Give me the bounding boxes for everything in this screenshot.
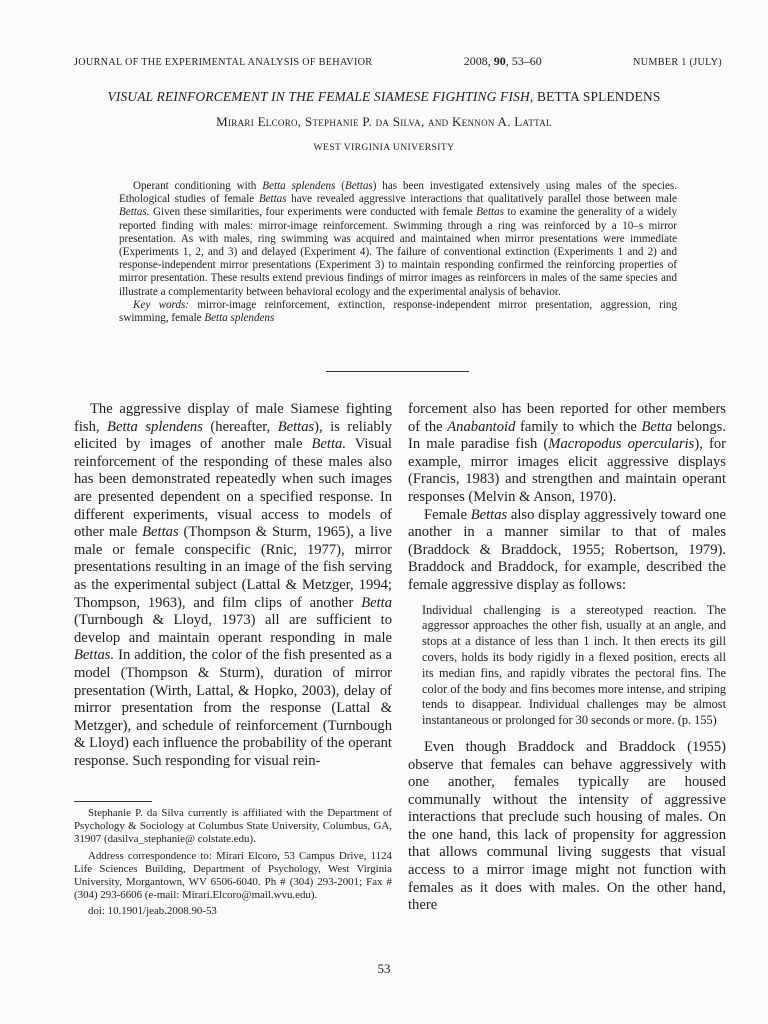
intro-paragraph-1-continued: forcement also has been reported for other members of the Anabantoid family to which the Betta belongs. In male paradise fish (Macropodus opercularis), for example, mirror images elicit aggressive displays (Francis, 1983) and strengthen and maintain operant responses (Melvin & Anson, 1970). [408,401,726,505]
section-divider [326,371,469,372]
abstract-text: Operant conditioning with Betta splendens (Bettas) has been investigated extensively using males of the species. Ethological studies of female Bettas have revealed aggressive interactions that qualitatively parallel those between male Bettas. Given these similarities, four experiments were conducted with female Bettas to examine the generality of a widely reported finding with males: mirror-image reinforcement. Swimming through a ring was reinforced by a 10–s mirror presentation. As with males, ring swimming was acquired and maintained when mirror presentations were immediate (Experiments 1, 2, and 3) and delayed (Experiment 4). The failure of conventional extinction (Experiments 1 and 2) and response-independent mirror presentations (Experiment 3) to maintain responding confirmed the reinforcing properties of mirror presentation. These results extend previous findings of mirror images as reinforcers in males of the same species and illustrate a complementarity between behavioral ecology and the experimental analysis of behavior. [119,180,677,298]
citation: 2008, 90, 53–60 [463,54,542,68]
footnote-correspondence: Address correspondence to: Mirari Elcoro, 53 Campus Drive, 1124 Life Sciences Building, Department of Psychology, West Virginia University, Morgantown, WV 6506-6040. Ph # (304) 293-2001; Fax # (304) 293-6606 (e-mail: Mirari.Elcoro@mail.wvu.edu). [74,849,392,902]
footnotes [74,807,392,922]
abstract [119,180,677,325]
footnote-affiliation: Stephanie P. da Silva currently is affiliated with the Department of Psychology & Sociology at Columbus State University, Columbus, GA, 31907 (dasilva_stephanie@ colstate.edu). [74,807,392,846]
page-number: 53 [377,961,391,976]
keywords: Key words: mirror-image reinforcement, extinction, response-independent mirror presentation, aggression, ring swimming, female Betta splendens [119,298,677,325]
issue-number: NUMBER 1 (JULY) [633,57,722,68]
footnote-divider [74,801,152,802]
left-column [74,401,392,770]
intro-paragraph-1: The aggressive display of male Siamese fighting fish, Betta splendens (hereafter, Bettas), is reliably elicited by images of another male Betta. Visual reinforcement of the responding of these males also has been demonstrated repeatedly when such images are presented dependent on a specified response. In different experiments, visual access to models of other male Bettas (Thompson & Sturm, 1965), a live male or female conspecific (Rnic, 1977), mirror presentations resulting in an image of the fish serving as the experimental subject (Lattal & Metzger, 1994; Thompson, 1963), and film clips of another Betta (Turnbough & Lloyd, 1973) all are sufficient to develop and maintain operant responding in male Bettas. In addition, the color of the fish presented as a model (Thompson & Sturm), duration of mirror presentation (Wirth, Lattal, & Hopko, 2003), delay of mirror presentation from the response (Lattal & Metzger), and schedule of reinforcement (Turnbough & Lloyd) each influence the probability of the operant response. Such responding for visual rein- [74,401,392,769]
doi: doi: 10.1901/jeab.2008.90-53 [88,905,217,918]
author-list: Mirari Elcoro, Stephanie P. da Silva, and Kennon A. Lattal [216,114,552,129]
article-title: VISUAL REINFORCEMENT IN THE FEMALE SIAMESE FIGHTING FISH, BETTA SPLENDENS [107,89,661,104]
intro-paragraph-2: Female Bettas also display aggressively toward one another in a manner similar to that of males (Braddock & Braddock, 1955; Robertson, 1979). Braddock and Braddock, for example, described the female aggressive display as follows: [408,506,726,593]
journal-name: JOURNAL OF THE EXPERIMENTAL ANALYSIS OF BEHAVIOR [74,57,373,68]
right-column [408,401,726,915]
block-quote: Individual challenging is a stereotyped reaction. The aggressor approaches the other fish, usually at an angle, and stops at a distance of less than 1 inch. It then erects its gill covers, holds its body rigidly in a flexed position, erects all its median fins, and rapidly vibrates the pectoral fins. The color of the body and fins becomes more intense, and striping tends to disappear. Individual challenges may be almost instantaneous or prolonged for 30 seconds or more. (p. 155) [422,602,726,728]
running-head [74,54,722,69]
intro-paragraph-3: Even though Braddock and Braddock (1955) observe that females can behave aggressively with one another, females typically are housed communally without the intensity of aggressive interactions that preclude such housing of males. On the one hand, this lack of propensity for aggression that allows communal living suggests that visual access to a mirror image might not function with females as it does with males. On the other hand, there [408,738,726,914]
affiliation: WEST VIRGINIA UNIVERSITY [313,142,455,153]
